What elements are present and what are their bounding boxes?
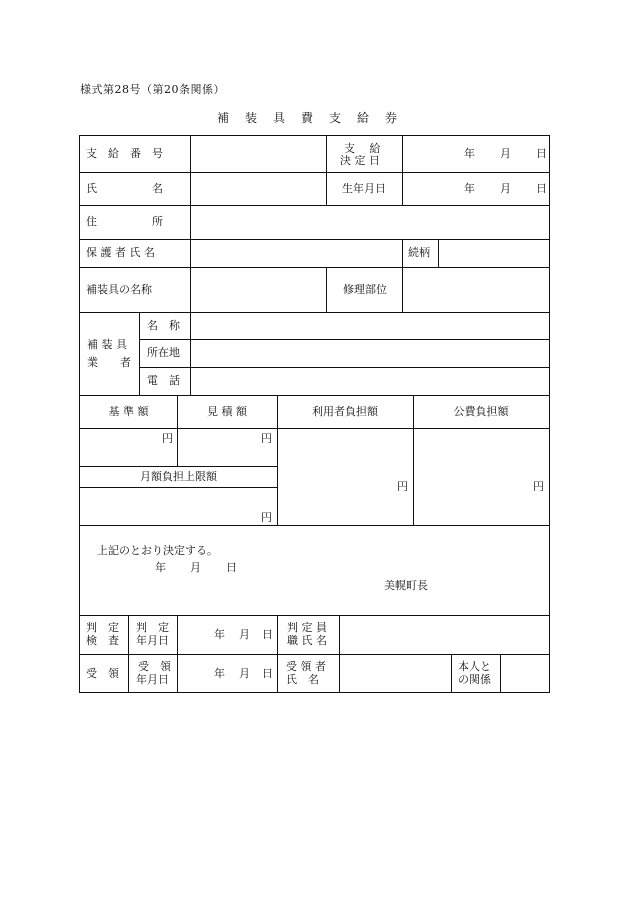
label-judgment-date-line1: 判 定 (136, 621, 169, 634)
label-relation-to-self-line1: 本人と (458, 660, 491, 673)
decision-day-unit: 日 (536, 147, 547, 160)
public-burden-yen: 円 (533, 480, 544, 493)
label-public-burden: 公費負担額 (453, 405, 509, 418)
statement-day-unit: 日 (226, 561, 237, 574)
label-relationship: 続柄 (408, 246, 430, 259)
receipt-year-unit: 年 (214, 667, 225, 680)
label-device-name: 補装具の名称 (86, 283, 152, 296)
label-address: 住 所 (86, 215, 163, 228)
decision-year-unit: 年 (464, 147, 475, 160)
label-guardian-name: 保 護 者 氏 名 (86, 246, 155, 259)
monthly-limit-yen: 円 (261, 511, 272, 524)
statement-month-unit: 月 (190, 561, 201, 574)
label-name: 氏 名 (86, 182, 163, 195)
label-receiver-name-line1: 受 領 者 (286, 660, 326, 673)
form-number: 様式第28号（第20条関係） (80, 83, 225, 96)
label-receiver-name-line2: 氏 名 (286, 673, 319, 686)
label-payment-number: 支 給 番 号 (86, 147, 163, 160)
estimate-amount-yen: 円 (261, 432, 272, 445)
label-repair-part: 修理部位 (343, 283, 387, 296)
receipt-day-unit: 日 (262, 667, 273, 680)
label-birth-date: 生年月日 (342, 182, 386, 195)
form-title: 補装具費支給券 (216, 111, 413, 125)
birth-day-unit: 日 (536, 182, 547, 195)
decision-month-unit: 月 (500, 147, 511, 160)
label-judge-name-line2: 職 氏 名 (287, 634, 327, 647)
label-judge-name-line1: 判 定 員 (287, 621, 327, 634)
statement-year-unit: 年 (155, 561, 166, 574)
judgment-month-unit: 月 (239, 628, 250, 641)
judgment-year-unit: 年 (214, 628, 225, 641)
label-vendor-phone: 電 話 (147, 374, 180, 387)
label-inspection-line2: 検 査 (86, 634, 119, 647)
judgment-day-unit: 日 (262, 628, 273, 641)
birth-year-unit: 年 (464, 182, 475, 195)
label-relation-to-self-line2: の関係 (458, 673, 491, 686)
receipt-month-unit: 月 (239, 667, 250, 680)
label-judgment-date-line2: 年月日 (136, 634, 169, 647)
label-decision-date-line2: 決 定 日 (340, 154, 380, 167)
label-receipt-date-line1: 受 領 (138, 660, 171, 673)
label-vendor-line2: 業 者 (87, 356, 131, 369)
label-vendor-line1: 補 装 具 (87, 338, 127, 351)
label-user-burden: 利用者負担額 (312, 405, 378, 418)
decision-statement: 上記のとおり決定する。 (97, 544, 218, 557)
label-estimate-amount: 見 積 額 (207, 405, 247, 418)
label-monthly-limit: 月額負担上限額 (140, 470, 217, 483)
label-vendor-name: 名 称 (147, 319, 180, 332)
label-receipt-date-line2: 年月日 (136, 673, 169, 686)
payment-voucher-table (79, 135, 550, 693)
standard-amount-yen: 円 (162, 432, 173, 445)
label-inspection-line1: 判 定 (86, 621, 119, 634)
user-burden-yen: 円 (397, 480, 408, 493)
mayor-title: 美幌町長 (384, 579, 428, 592)
label-receipt: 受 領 (86, 667, 119, 680)
label-standard-amount: 基 準 額 (108, 405, 149, 418)
label-decision-date-line1: 支 給 (344, 142, 381, 155)
birth-month-unit: 月 (500, 182, 511, 195)
label-vendor-location: 所在地 (147, 346, 180, 359)
